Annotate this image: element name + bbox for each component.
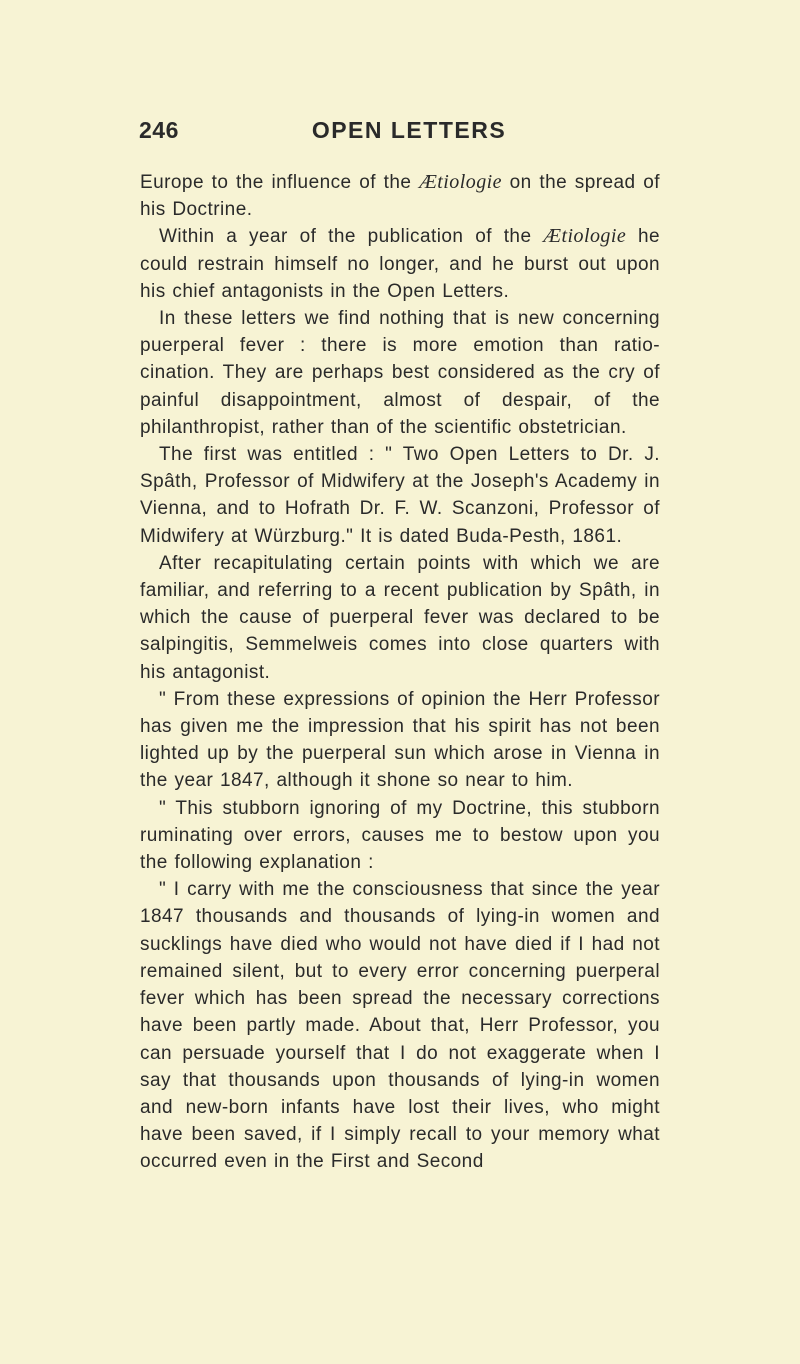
italic-title: Ætiologie bbox=[543, 225, 627, 248]
paragraph: In these letters we find nothing that is new concerning puerperal fever : there is more emotion than ratio-cination. They are perhaps best considered as the cry of painful disappointment, almost of despair, of the philanthropist, rather than of the scientific obstetrician. bbox=[140, 308, 660, 438]
paragraph: After recapitulating certain points with which we are familiar, and referring to a recent publication by Spâth, in which the cause of puerperal fever was declared to be salpingitis, Semmelweis comes into close quarters with his antagonist. bbox=[140, 552, 660, 683]
paragraph: " This stubborn ignoring of my Doctrine, this stubborn ruminating over errors, causes me to bestow upon you the following explanation : bbox=[140, 797, 660, 874]
running-head: OPEN LETTERS bbox=[311, 117, 507, 143]
page-header bbox=[0, 117, 800, 151]
paragraph: Europe to the influence of the Ætiologie on the spread of his Doctrine. bbox=[140, 171, 660, 221]
paragraph: Within a year of the publication of the Ætiologie he could restrain himself no longer, and he burst out upon his chief antagonists in the Open Letters. bbox=[140, 225, 660, 302]
body-text bbox=[140, 169, 660, 1176]
paragraph: The first was entitled : " Two Open Letters to Dr. J. Spâth, Professor of Midwifery at the Joseph's Academy in Vienna, and to Hofrath Dr. F. W. Scanzoni, Professor of Midwifery at Würzburg." It is dated Buda-Pesth, 1861. bbox=[140, 444, 660, 547]
italic-title: Ætiologie bbox=[419, 171, 502, 193]
page-number: 246 bbox=[139, 117, 179, 143]
paragraph: " I carry with me the consciousness that since the year 1847 thousands and thousands of lying-in women and sucklings have died who would not have died if I had not remained silent, but to every error concerning puerperal fever which has been spread the necessary corrections have been partly made. About that, Herr Professor, you can persuade yourself that I do not exaggerate when I say that thousands upon thousands of lying-in women and new-born infants have lost their lives, who might have been saved, if I simply recall to your memory what occurred even in the First and Second bbox=[140, 879, 660, 1173]
paragraph: " From these expressions of opinion the Herr Professor has given me the impression that his spirit has not been lighted up by the puerperal sun which arose in Vienna in the year 1847, although it shone so near to him. bbox=[140, 688, 660, 792]
